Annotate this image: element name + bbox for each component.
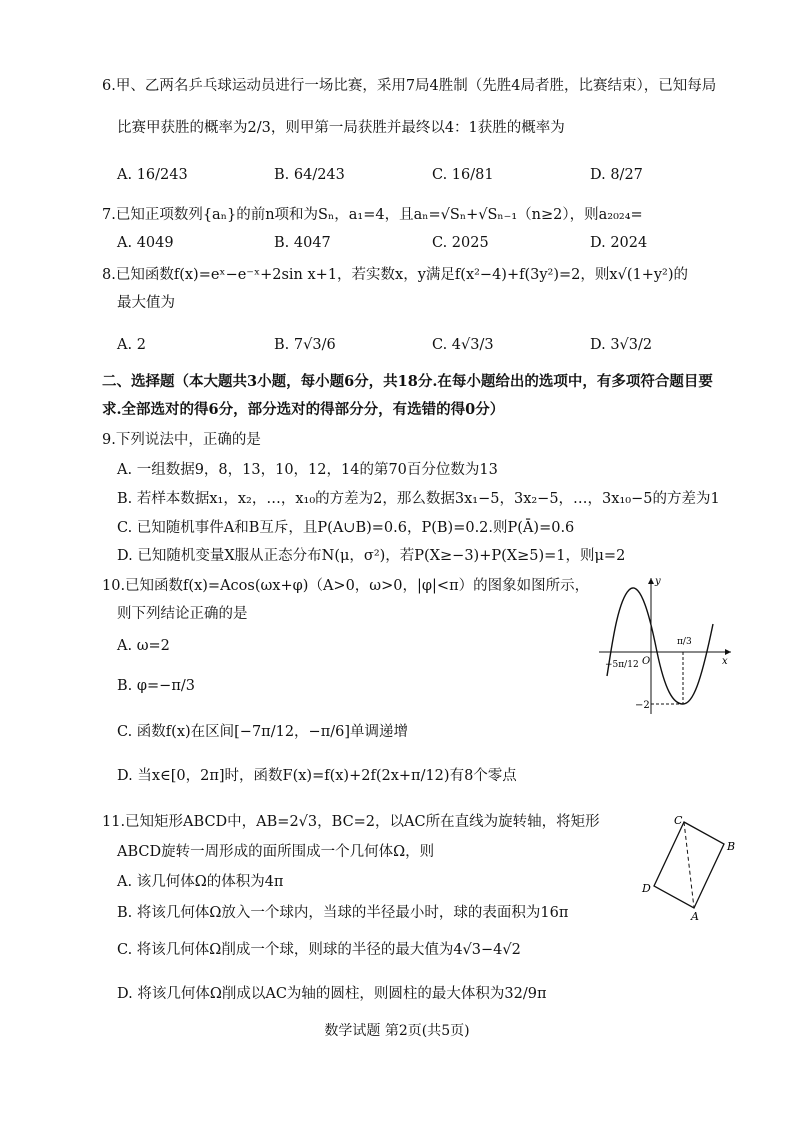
q11-option-d: D. 将该几何体Ω削成以AC为轴的圆柱，则圆柱的最大体积为32/9π xyxy=(117,986,547,1002)
q6-option-b: B. 64/243 xyxy=(274,167,345,183)
q9-stem: 9.下列说法中，正确的是 xyxy=(102,432,261,448)
q11-rectangle-figure xyxy=(636,810,746,925)
q10-stem-line2: 则下列结论正确的是 xyxy=(117,606,248,622)
axis-ac xyxy=(684,822,694,908)
q7-option-d: D. 2024 xyxy=(590,235,648,251)
vertex-b: B xyxy=(727,840,736,853)
q11-option-c: C. 将该几何体Ω削成一个球，则球的半径的最大值为4√3−4√2 xyxy=(117,942,521,958)
section2-heading-line2: 求.全部选对的得6分，部分选对的得部分分，有选错的得0分） xyxy=(102,401,505,418)
q10-option-c: C. 函数f(x)在区间[−7π/12，−π/6]单调递增 xyxy=(117,724,408,740)
x-label: x xyxy=(722,656,728,667)
q6-option-d: D. 8/27 xyxy=(590,167,643,183)
y-label: y xyxy=(655,576,661,587)
q6-option-c: C. 16/81 xyxy=(432,167,494,183)
q8-stem-line1: 8.已知函数f(x)=eˣ−e⁻ˣ+2sin x+1，若实数x，y满足f(x²−4)+f(3y²)=2，则x√(1+y²)的 xyxy=(102,267,689,283)
q8-option-b: B. 7√3/6 xyxy=(274,337,336,353)
q11-option-a: A. 该几何体Ω的体积为4π xyxy=(117,874,284,890)
q7-option-c: C. 2025 xyxy=(432,235,489,251)
q8-stem-line2: 最大值为 xyxy=(117,295,175,311)
q10-option-b: B. φ=−π/3 xyxy=(117,678,195,694)
q9-option-c: C. 已知随机事件A和B互斥，且P(A∪B)=0.6，P(B)=0.2.则P(Ā)=0.6 xyxy=(117,520,575,536)
q7-option-b: B. 4047 xyxy=(274,235,331,251)
q7-option-a: A. 4049 xyxy=(117,235,174,251)
right-tick-label: π/3 xyxy=(677,637,692,647)
vertex-c: C xyxy=(674,814,683,827)
q11-option-b: B. 将该几何体Ω放入一个球内，当球的半径最小时，球的表面积为16π xyxy=(117,905,569,921)
q8-option-a: A. 2 xyxy=(117,337,146,353)
q6-option-a: A. 16/243 xyxy=(117,167,188,183)
min-label: −2 xyxy=(635,700,650,711)
q9-option-d: D. 已知随机变量X服从正态分布N(μ，σ²)，若P(X≥−3)+P(X≥5)=1，则μ=2 xyxy=(117,548,626,564)
q7-stem: 7.已知正项数列{aₙ}的前n项和为Sₙ，a₁=4，且aₙ=√Sₙ+√Sₙ₋₁（n≥2），则a₂₀₂₄= xyxy=(102,207,643,223)
page-footer: 数学试题 第2页(共5页) xyxy=(324,1023,470,1039)
q10-option-a: A. ω=2 xyxy=(117,638,170,654)
left-tick-label: −5π/12 xyxy=(605,660,639,670)
q11-stem-line2: ABCD旋转一周形成的面所围成一个几何体Ω，则 xyxy=(117,844,435,860)
x-axis-arrow xyxy=(725,649,731,655)
q6-stem-line2: 比赛甲获胜的概率为2/3，则甲第一局获胜并最终以4：1获胜的概率为 xyxy=(117,120,565,136)
q11-stem-line1: 11.已知矩形ABCD中，AB=2√3，BC=2，以AC所在直线为旋转轴，将矩形 xyxy=(102,814,600,830)
cosine-curve xyxy=(607,588,713,704)
q10-stem-line1: 10.已知函数f(x)=Acos(ωx+φ)（A>0，ω>0，|φ|<π）的图象如图所示， xyxy=(102,578,590,594)
q8-option-d: D. 3√3/2 xyxy=(590,337,653,353)
q8-option-c: C. 4√3/3 xyxy=(432,337,494,353)
q6-stem-line1: 6.甲、乙两名乒乓球运动员进行一场比赛，采用7局4胜制（先胜4局者胜，比赛结束），已知每局 xyxy=(102,78,717,94)
origin-label: O xyxy=(642,656,651,667)
vertex-d: D xyxy=(642,882,651,895)
vertex-a: A xyxy=(691,910,699,923)
q9-option-a: A. 一组数据9，8，13，10，12，14的第70百分位数为13 xyxy=(117,462,498,478)
q10-option-d: D. 当x∈[0，2π]时，函数F(x)=f(x)+2f(2x+π/12)有8个零点 xyxy=(117,768,517,784)
q10-cosine-graph xyxy=(595,572,735,717)
y-axis-arrow xyxy=(648,578,654,584)
section2-heading-line1: 二、选择题（本大题共3小题，每小题6分，共18分.在每小题给出的选项中，有多项符合题目要 xyxy=(102,373,713,390)
q9-option-b: B. 若样本数据x₁，x₂，…，x₁₀的方差为2，那么数据3x₁−5，3x₂−5，…，3x₁₀−5的方差为1 xyxy=(117,491,720,507)
